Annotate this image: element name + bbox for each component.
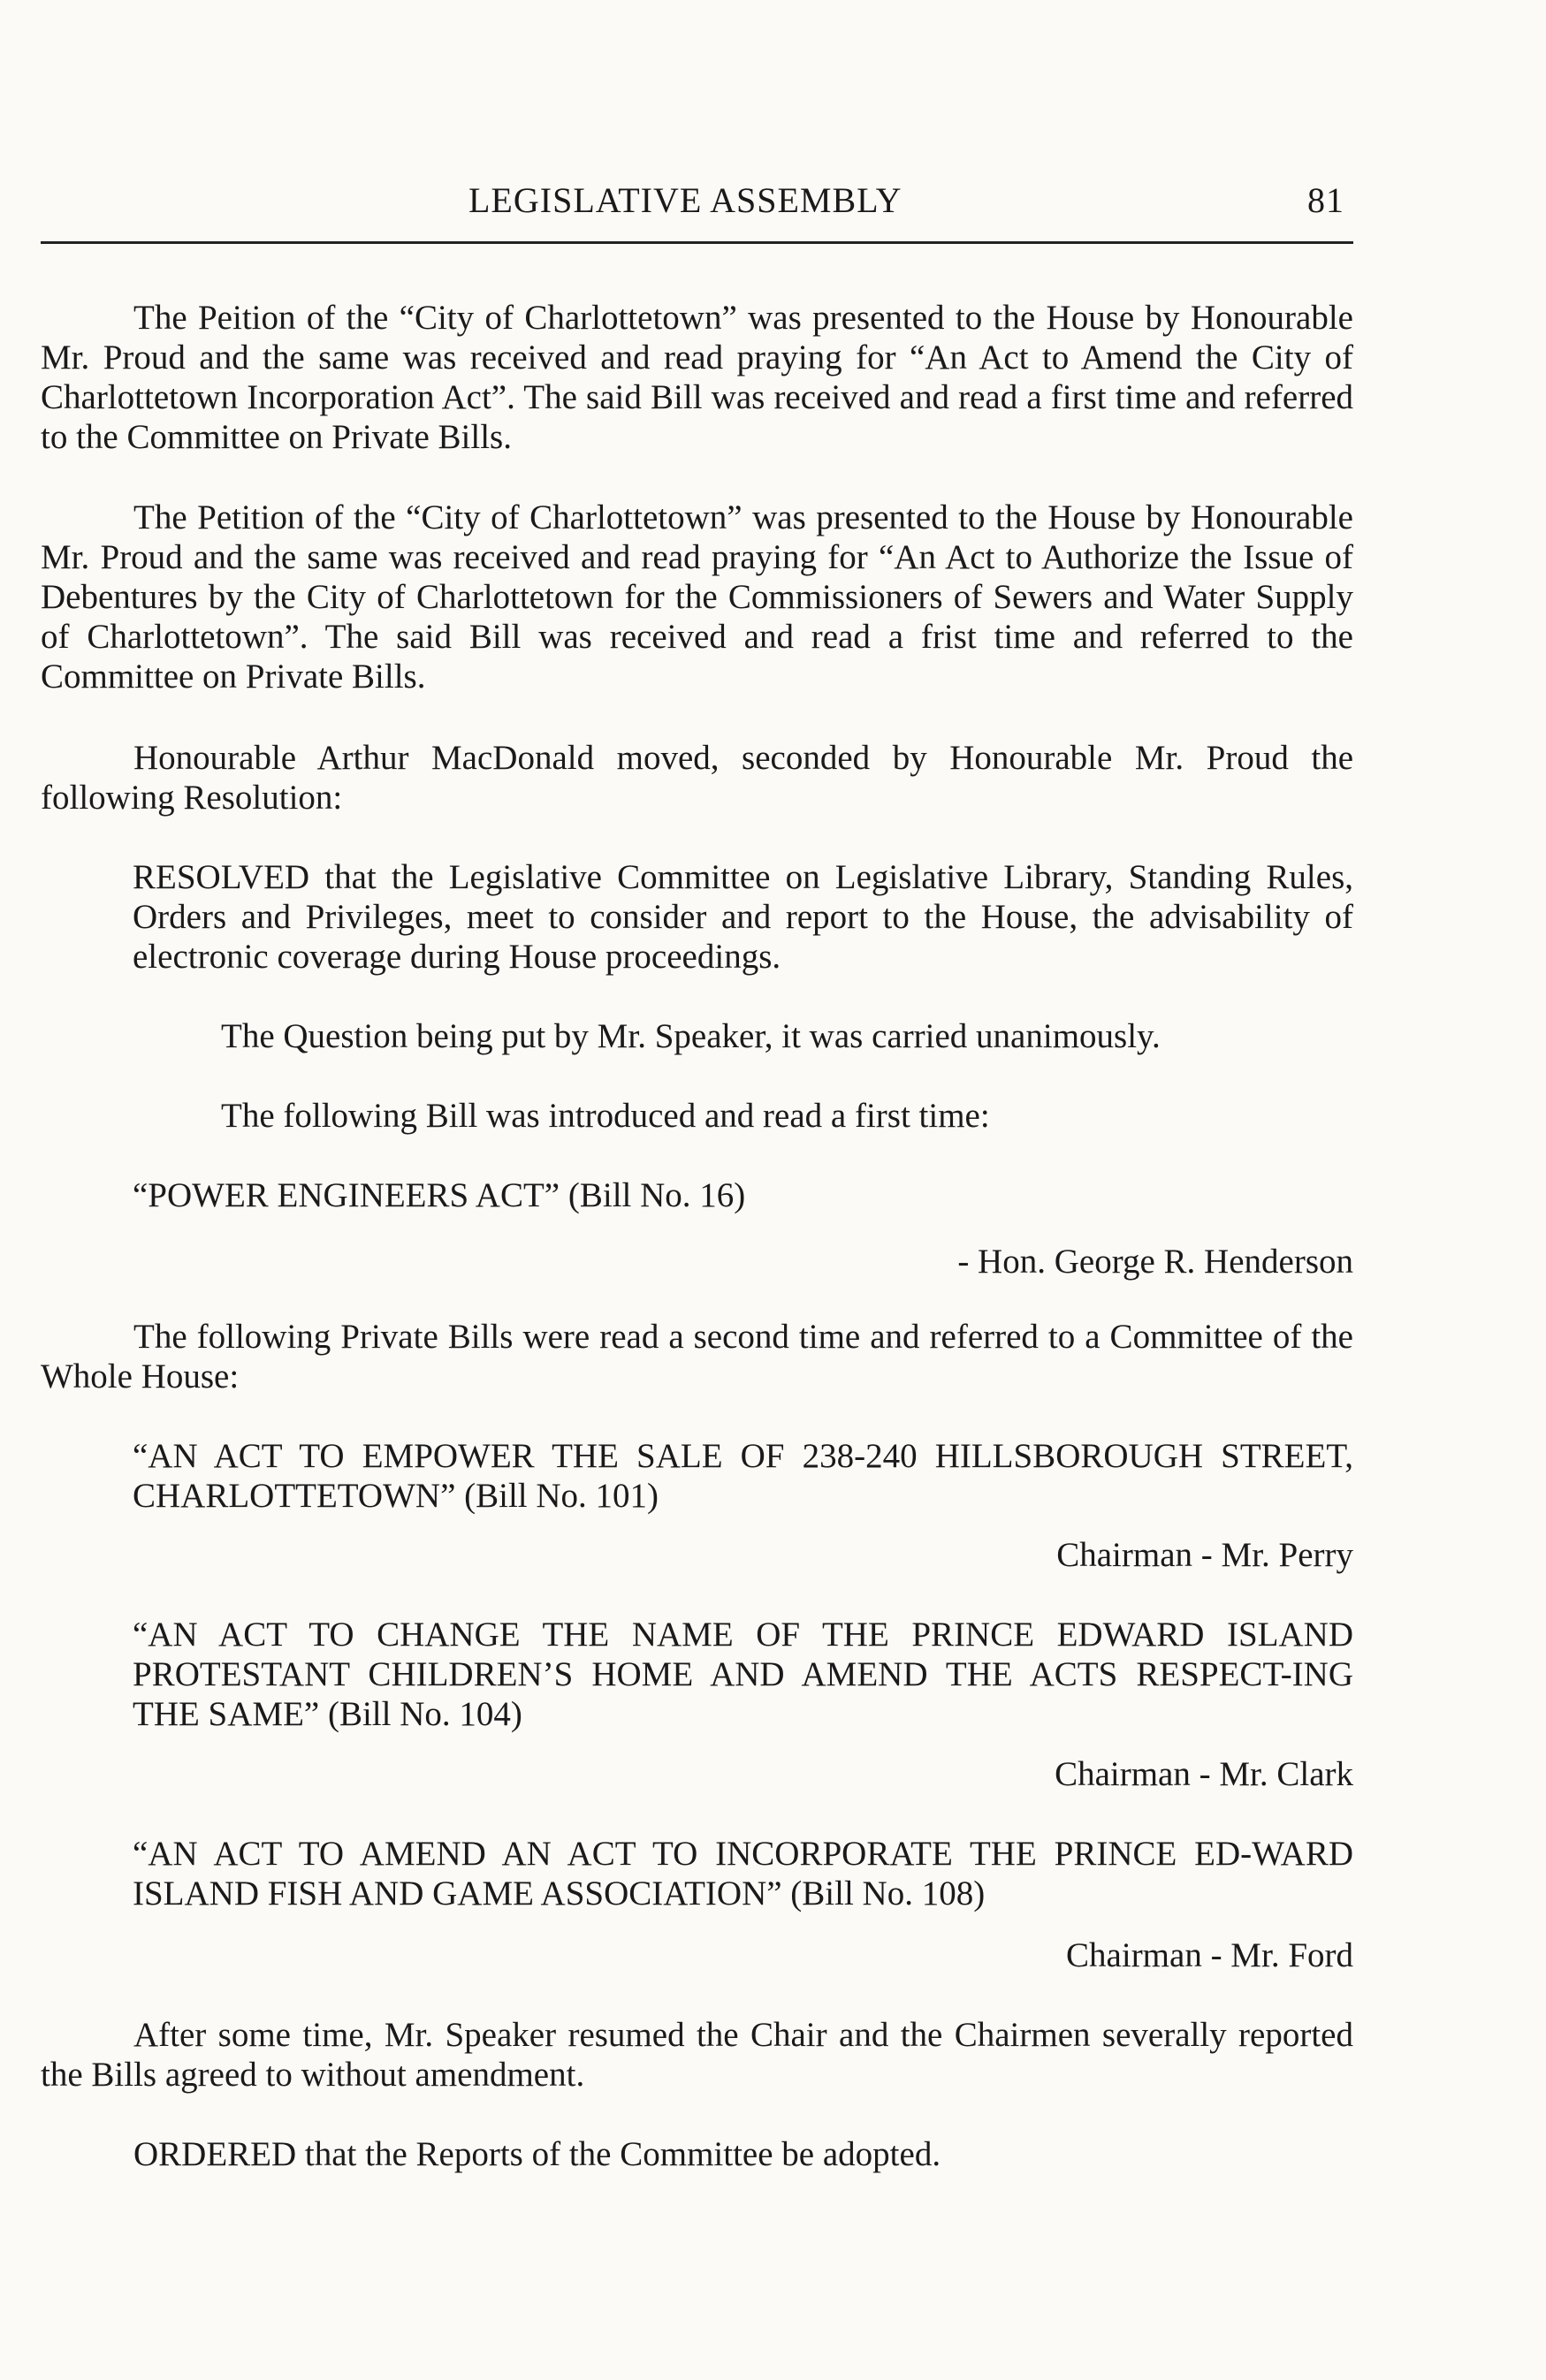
- ordered-line: ORDERED that the Reports of the Committee be adopted.: [133, 2135, 941, 2173]
- private-bill-title: “AN ACT TO EMPOWER THE SALE OF 238-240 HILLSBOROUGH STREET, CHARLOTTETOWN” (Bill No. 101): [133, 1437, 1353, 1515]
- motion-paragraph: Honourable Arthur MacDonald moved, seconded by Honourable Mr. Proud the following Resolution:: [41, 739, 1353, 817]
- resolution-text: RESOLVED that the Legislative Committee on Legislative Library, Standing Rules, Orders and Privileges, meet to consider and report to the House, the advisability of electronic coverage during House proceedings.: [133, 858, 1353, 976]
- petition-paragraph-2: The Petition of the “City of Charlottetown” was presented to the House by Honourable Mr. Proud and the same was received and read praying for “An Act to Authorize the Issue of Debentures by the City of Charlottetown for the Commissioners of Sewers and Water Supply of Charlottetown”. The said Bill was received and read a frist time and referred to the Committee on Private Bills.: [41, 498, 1353, 696]
- private-bill-title: “AN ACT TO AMEND AN ACT TO INCORPORATE THE PRINCE ED-WARD ISLAND FISH AND GAME ASSOCIATION” (Bill No. 108): [133, 1835, 1353, 1912]
- private-bill-chairman: Chairman - Mr. Ford: [1066, 1936, 1353, 1974]
- petition-paragraph-1: The Peition of the “City of Charlottetown” was presented to the House by Honourable Mr. Proud and the same was received and read praying for “An Act to Amend the City of Charlottetown Incorporation Act”. The said Bill was received and read a first time and referred to the Committee on Private Bills.: [41, 299, 1353, 456]
- private-bill-chairman: Chairman - Mr. Clark: [1055, 1755, 1353, 1793]
- question-line: The Question being put by Mr. Speaker, it was carried unanimously.: [221, 1017, 1161, 1055]
- page-number: 81: [1307, 180, 1344, 220]
- private-bill-chairman: Chairman - Mr. Perry: [1056, 1536, 1353, 1574]
- closing-paragraph: After some time, Mr. Speaker resumed the Chair and the Chairmen severally reported the Bills agreed to without amendment.: [41, 2016, 1353, 2094]
- second-reading-paragraph: The following Private Bills were read a second time and referred to a Committee of the Whole House:: [41, 1318, 1353, 1395]
- private-bill-title: “AN ACT TO CHANGE THE NAME OF THE PRINCE EDWARD ISLAND PROTESTANT CHILDREN’S HOME AND AMEND THE ACTS RESPECT-ING THE SAME” (Bill No. 104): [133, 1616, 1353, 1733]
- header-title: LEGISLATIVE ASSEMBLY: [468, 180, 902, 220]
- first-reading-line: The following Bill was introduced and read a first time:: [221, 1097, 990, 1135]
- bill-title: “POWER ENGINEERS ACT” (Bill No. 16): [133, 1176, 746, 1214]
- bill-sponsor: - Hon. George R. Henderson: [957, 1243, 1353, 1281]
- header-rule: [41, 241, 1353, 244]
- running-header: [41, 174, 1353, 227]
